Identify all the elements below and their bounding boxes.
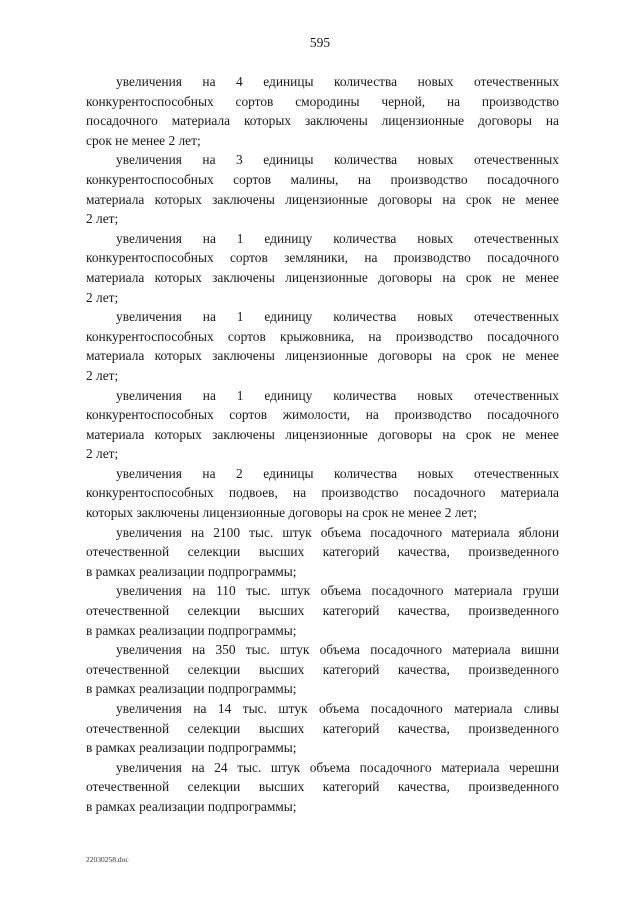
paragraph-line: 2 лет; — [86, 446, 119, 462]
paragraph-line: увеличения на 14 тыс. штук объема посадочного материала сливы — [116, 701, 559, 716]
paragraph-line: в рамках реализации подпрограммы; — [86, 622, 297, 638]
paragraph-line: которых заключены лицензионные договоры на срок не менее 2 лет; — [86, 505, 477, 521]
paragraph-line: увеличения на 2100 тыс. штук объема посадочного материала яблони — [116, 524, 559, 540]
page-number: 595 — [309, 35, 331, 50]
paragraph-line: увеличения на 3 единицы количества новых отечественных — [116, 152, 559, 168]
list-item-paragraph — [86, 581, 559, 640]
paragraph-line: отечественной селекции высших категорий качества, произведенного — [86, 779, 559, 795]
paragraph-line: материала которых заключены лицензионные договоры на срок не менее — [86, 348, 559, 364]
paragraph-line: отечественной селекции высших категорий качества, произведенного — [86, 603, 559, 619]
paragraph-line: увеличения на 1 единицу количества новых отечественных — [116, 387, 559, 403]
paragraph-line: в рамках реализации подпрограммы; — [86, 798, 297, 814]
document-body — [86, 72, 559, 817]
list-item-paragraph — [86, 523, 559, 582]
paragraph-line: срок не менее 2 лет; — [86, 132, 201, 148]
paragraph-line: 2 лет; — [86, 211, 119, 227]
paragraph-line: конкурентоспособных сортов малины, на производство посадочного — [86, 171, 559, 187]
paragraph-line: 2 лет; — [86, 367, 119, 383]
list-item-paragraph — [86, 386, 559, 464]
paragraph-line: в рамках реализации подпрограммы; — [86, 563, 297, 579]
paragraph-line: 2 лет; — [86, 289, 119, 305]
paragraph-line: увеличения на 2 единицы количества новых отечественных — [116, 465, 559, 481]
list-item-paragraph — [86, 640, 559, 699]
paragraph-line: отечественной селекции высших категорий качества, произведенного — [86, 720, 559, 736]
paragraph-line: в рамках реализации подпрограммы; — [86, 740, 297, 756]
paragraph-line: конкурентоспособных подвоев, на производство посадочного материала — [86, 485, 559, 501]
paragraph-line: конкурентоспособных сортов земляники, на производство посадочного — [86, 250, 559, 266]
file-name-footer: 22030258.doc — [86, 855, 129, 864]
list-item-paragraph — [86, 72, 559, 150]
list-item-paragraph — [86, 699, 559, 758]
list-item-paragraph — [86, 229, 559, 307]
paragraph-line: увеличения на 4 единицы количества новых отечественных — [116, 74, 559, 89]
paragraph-line: увеличения на 24 тыс. штук объема посадочного материала черешни — [116, 759, 559, 775]
paragraph-line: отечественной селекции высших категорий качества, произведенного — [86, 544, 559, 560]
paragraph-line: отечественной селекции высших категорий качества, произведенного — [86, 661, 559, 677]
paragraph-line: материала которых заключены лицензионные договоры на срок не менее — [86, 269, 559, 285]
list-item-paragraph — [86, 307, 559, 385]
paragraph-line: в рамках реализации подпрограммы; — [86, 681, 297, 697]
list-item-paragraph — [86, 758, 559, 817]
paragraph-line: материала которых заключены лицензионные договоры на срок не менее — [86, 191, 559, 207]
paragraph-line: увеличения на 350 тыс. штук объема посадочного материала вишни — [116, 642, 559, 658]
paragraph-line: конкурентоспособных сортов жимолости, на производство посадочного — [86, 407, 559, 423]
paragraph-line: конкурентоспособных сортов смородины черной, на производство — [86, 93, 559, 109]
list-item-paragraph — [86, 464, 559, 523]
paragraph-line: конкурентоспособных сортов крыжовника, на производство посадочного — [86, 328, 559, 344]
paragraph-line: увеличения на 1 единицу количества новых отечественных — [116, 230, 559, 246]
paragraph-line: посадочного материала которых заключены лицензионные договоры на — [86, 113, 559, 129]
list-item-paragraph — [86, 150, 559, 228]
paragraph-line: увеличения на 1 единицу количества новых отечественных — [116, 309, 559, 325]
paragraph-line: увеличения на 110 тыс. штук объема посадочного материала груши — [116, 583, 559, 599]
paragraph-line: материала которых заключены лицензионные договоры на срок не менее — [86, 426, 559, 442]
